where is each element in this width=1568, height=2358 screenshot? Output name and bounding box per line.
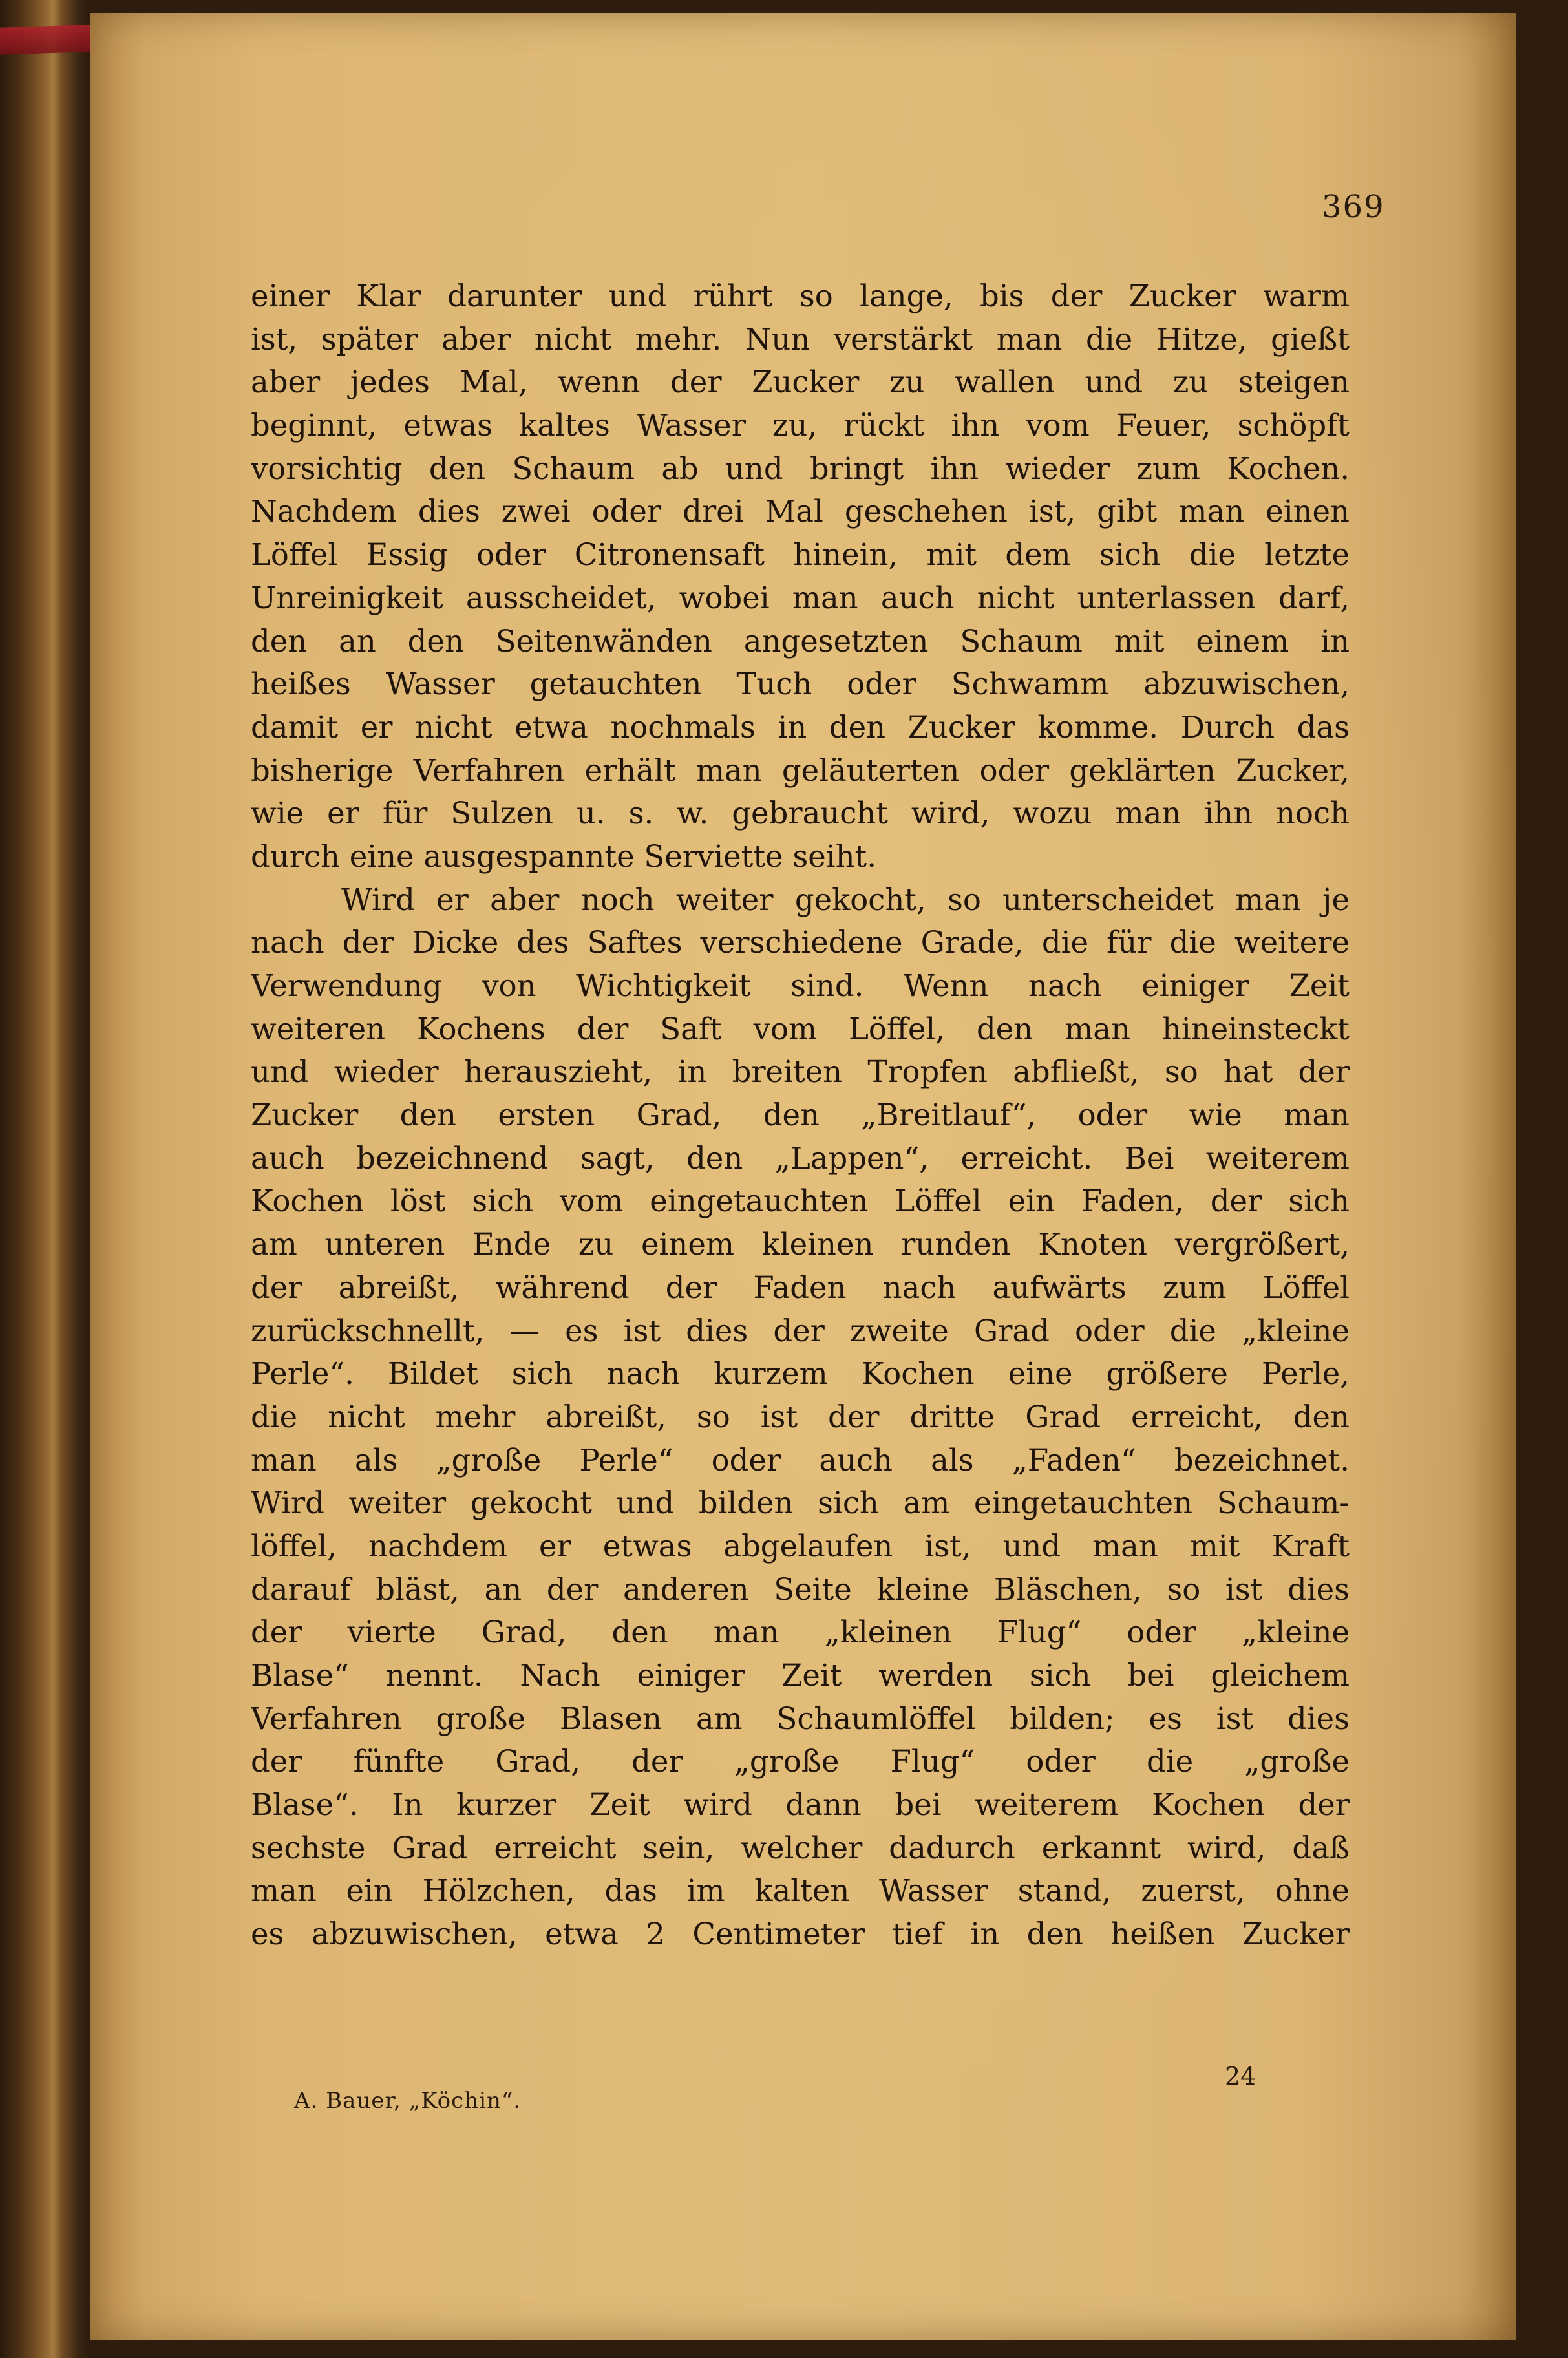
text-line: beginnt, etwas kaltes Wasser zu, rückt ihn vom Feuer, schöpft [251,408,1350,443]
text-line: Verwendung von Wichtigkeit sind. Wenn nach einiger Zeit [251,968,1350,1003]
text-line: einer Klar darunter und rührt so lange, bis der Zucker warm [251,279,1350,313]
text-line: Blase“ nennt. Nach einiger Zeit werden sich bei gleichem [251,1658,1350,1693]
text-line: und wieder herauszieht, in breiten Tropfen abfließt, so hat der [251,1054,1350,1090]
text-line: löffel, nachdem er etwas abgelaufen ist, und man mit Kraft [251,1528,1350,1564]
text-line: der fünfte Grad, der „große Flug“ oder die „große [251,1744,1350,1779]
text-line: bisherige Verfahren erhält man geläuterten oder geklärten Zucker, [251,752,1350,788]
footer-author: A. Bauer, „Köchin“. [294,2088,522,2114]
text-line: Zucker den ersten Grad, den „Breitlauf“, oder wie man [251,1098,1350,1133]
text-line: man als „große Perle“ oder auch als „Faden“ bezeichnet. [251,1442,1350,1478]
text-line: Verfahren große Blasen am Schaumlöffel bilden; es ist dies [251,1701,1350,1736]
text-line: heißes Wasser getauchten Tuch oder Schwamm abzuwischen, [251,666,1350,702]
text-line: sechste Grad erreicht sein, welcher dadurch erkannt wird, daß [251,1830,1350,1865]
text-line: es abzuwischen, etwa 2 Centimeter tief in den heißen Zucker [251,1917,1350,1952]
text-line: Löffel Essig oder Citronensaft hinein, mit dem sich die letzte [251,537,1350,573]
text-line: darauf bläst, an der anderen Seite kleine Bläschen, so ist dies [251,1571,1350,1607]
text-line: ist, später aber nicht mehr. Nun verstärkt man die Hitze, gießt [251,321,1350,357]
text-line: aber jedes Mal, wenn der Zucker zu wallen und zu steigen [251,365,1350,400]
text-line: Wird weiter gekocht und bilden sich am eingetauchten Schaum- [251,1485,1350,1521]
text-line: vorsichtig den Schaum ab und bringt ihn wieder zum Kochen. [251,451,1350,486]
signature-mark: 24 [1225,2062,1256,2090]
text-line: Blase“. In kurzer Zeit wird dann bei weiterem Kochen der [251,1787,1350,1823]
text-line: wie er für Sulzen u. s. w. gebraucht wird, wozu man ihn noch [251,796,1350,831]
text-line: nach der Dicke des Saftes verschiedene Grade, die für die weitere [251,925,1350,961]
bookmark-ribbon [0,24,103,55]
text-line: weiteren Kochens der Saft vom Löffel, den man hineinsteckt [251,1011,1350,1046]
page-number: 369 [1322,189,1385,225]
text-line: Nachdem dies zwei oder drei Mal geschehen ist, gibt man einen [251,494,1350,529]
text-line: durch eine ausgespannte Serviette seiht. [251,838,877,874]
text-line: damit er nicht etwa nochmals in den Zucker komme. Durch das [251,709,1350,745]
text-line: auch bezeichnend sagt, den „Lappen“, erreicht. Bei weiterem [251,1140,1350,1176]
paragraph-start-line: Wird er aber noch weiter gekocht, so unterscheidet man je [341,882,1350,917]
text-line: Kochen löst sich vom eingetauchten Löffel ein Faden, der sich [251,1184,1350,1219]
text-line: zurückschnellt, — es ist dies der zweite Grad oder die „kleine [251,1313,1350,1348]
text-line: am unteren Ende zu einem kleinen runden Knoten vergrößert, [251,1227,1350,1262]
book-page [90,13,1516,2340]
text-line: den an den Seitenwänden angesetzten Schaum mit einem in [251,623,1350,659]
text-line: Unreinigkeit ausscheidet, wobei man auch nicht unterlassen darf, [251,580,1350,615]
text-line: man ein Hölzchen, das im kalten Wasser stand, zuerst, ohne [251,1873,1350,1909]
text-line: der vierte Grad, den man „kleinen Flug“ oder „kleine [251,1615,1350,1650]
text-line: die nicht mehr abreißt, so ist der dritte Grad erreicht, den [251,1399,1350,1434]
text-line: Perle“. Bildet sich nach kurzem Kochen eine größere Perle, [251,1356,1350,1392]
text-line: der abreißt, während der Faden nach aufwärts zum Löffel [251,1269,1350,1305]
body-text [251,275,1350,1956]
